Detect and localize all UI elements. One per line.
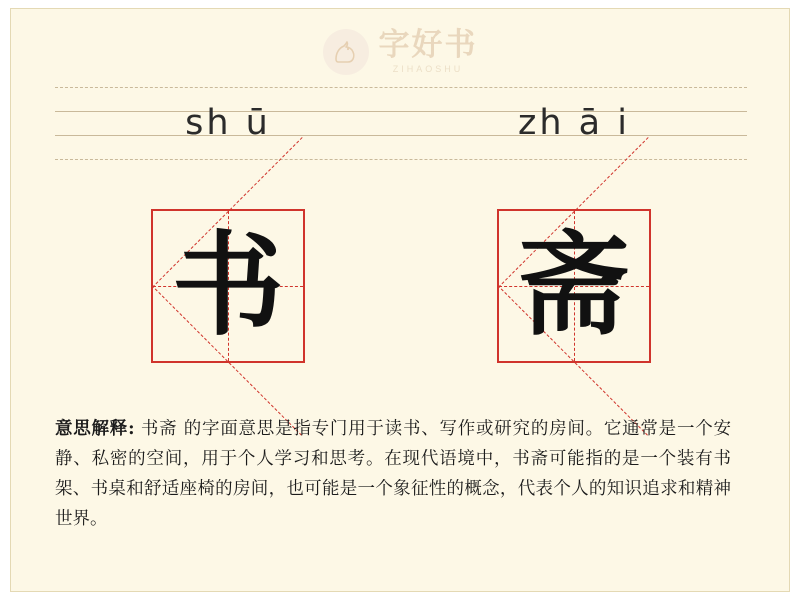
logo-name-cn: 字好书 <box>378 27 478 63</box>
tianzige-grid-first <box>151 209 305 363</box>
explanation-text: 书斋 的字面意思是指专门用于读书、写作或研究的房间。它通常是一个安静、私密的空间，用于个人学习和思考。在现代语境中，书斋可能指的是一个装有书架、书桌和舒适座椅的房间，也可能是一个象征性的概念，代表个人的知识追求和精神世界。 <box>55 419 731 529</box>
character-glyph-first: 书 <box>172 221 284 351</box>
character-cell-second <box>401 209 747 369</box>
character-cell-first <box>55 209 401 369</box>
pinyin-first: sh ū <box>185 103 271 143</box>
horse-seal-icon <box>323 29 369 75</box>
tianzige-grid-second <box>497 209 651 363</box>
characters-row <box>55 209 747 369</box>
staff-line-4 <box>55 159 747 160</box>
logo-name-en: ZIHAOSHU <box>392 64 464 74</box>
logo-text <box>378 27 478 74</box>
explanation-block <box>55 414 731 534</box>
word-card <box>10 8 790 592</box>
explanation-label: 意思解释: <box>55 419 135 439</box>
pinyin-second: zh ā i <box>518 103 630 143</box>
pinyin-row <box>55 87 747 159</box>
logo <box>11 23 789 81</box>
character-glyph-second: 斋 <box>518 221 630 351</box>
